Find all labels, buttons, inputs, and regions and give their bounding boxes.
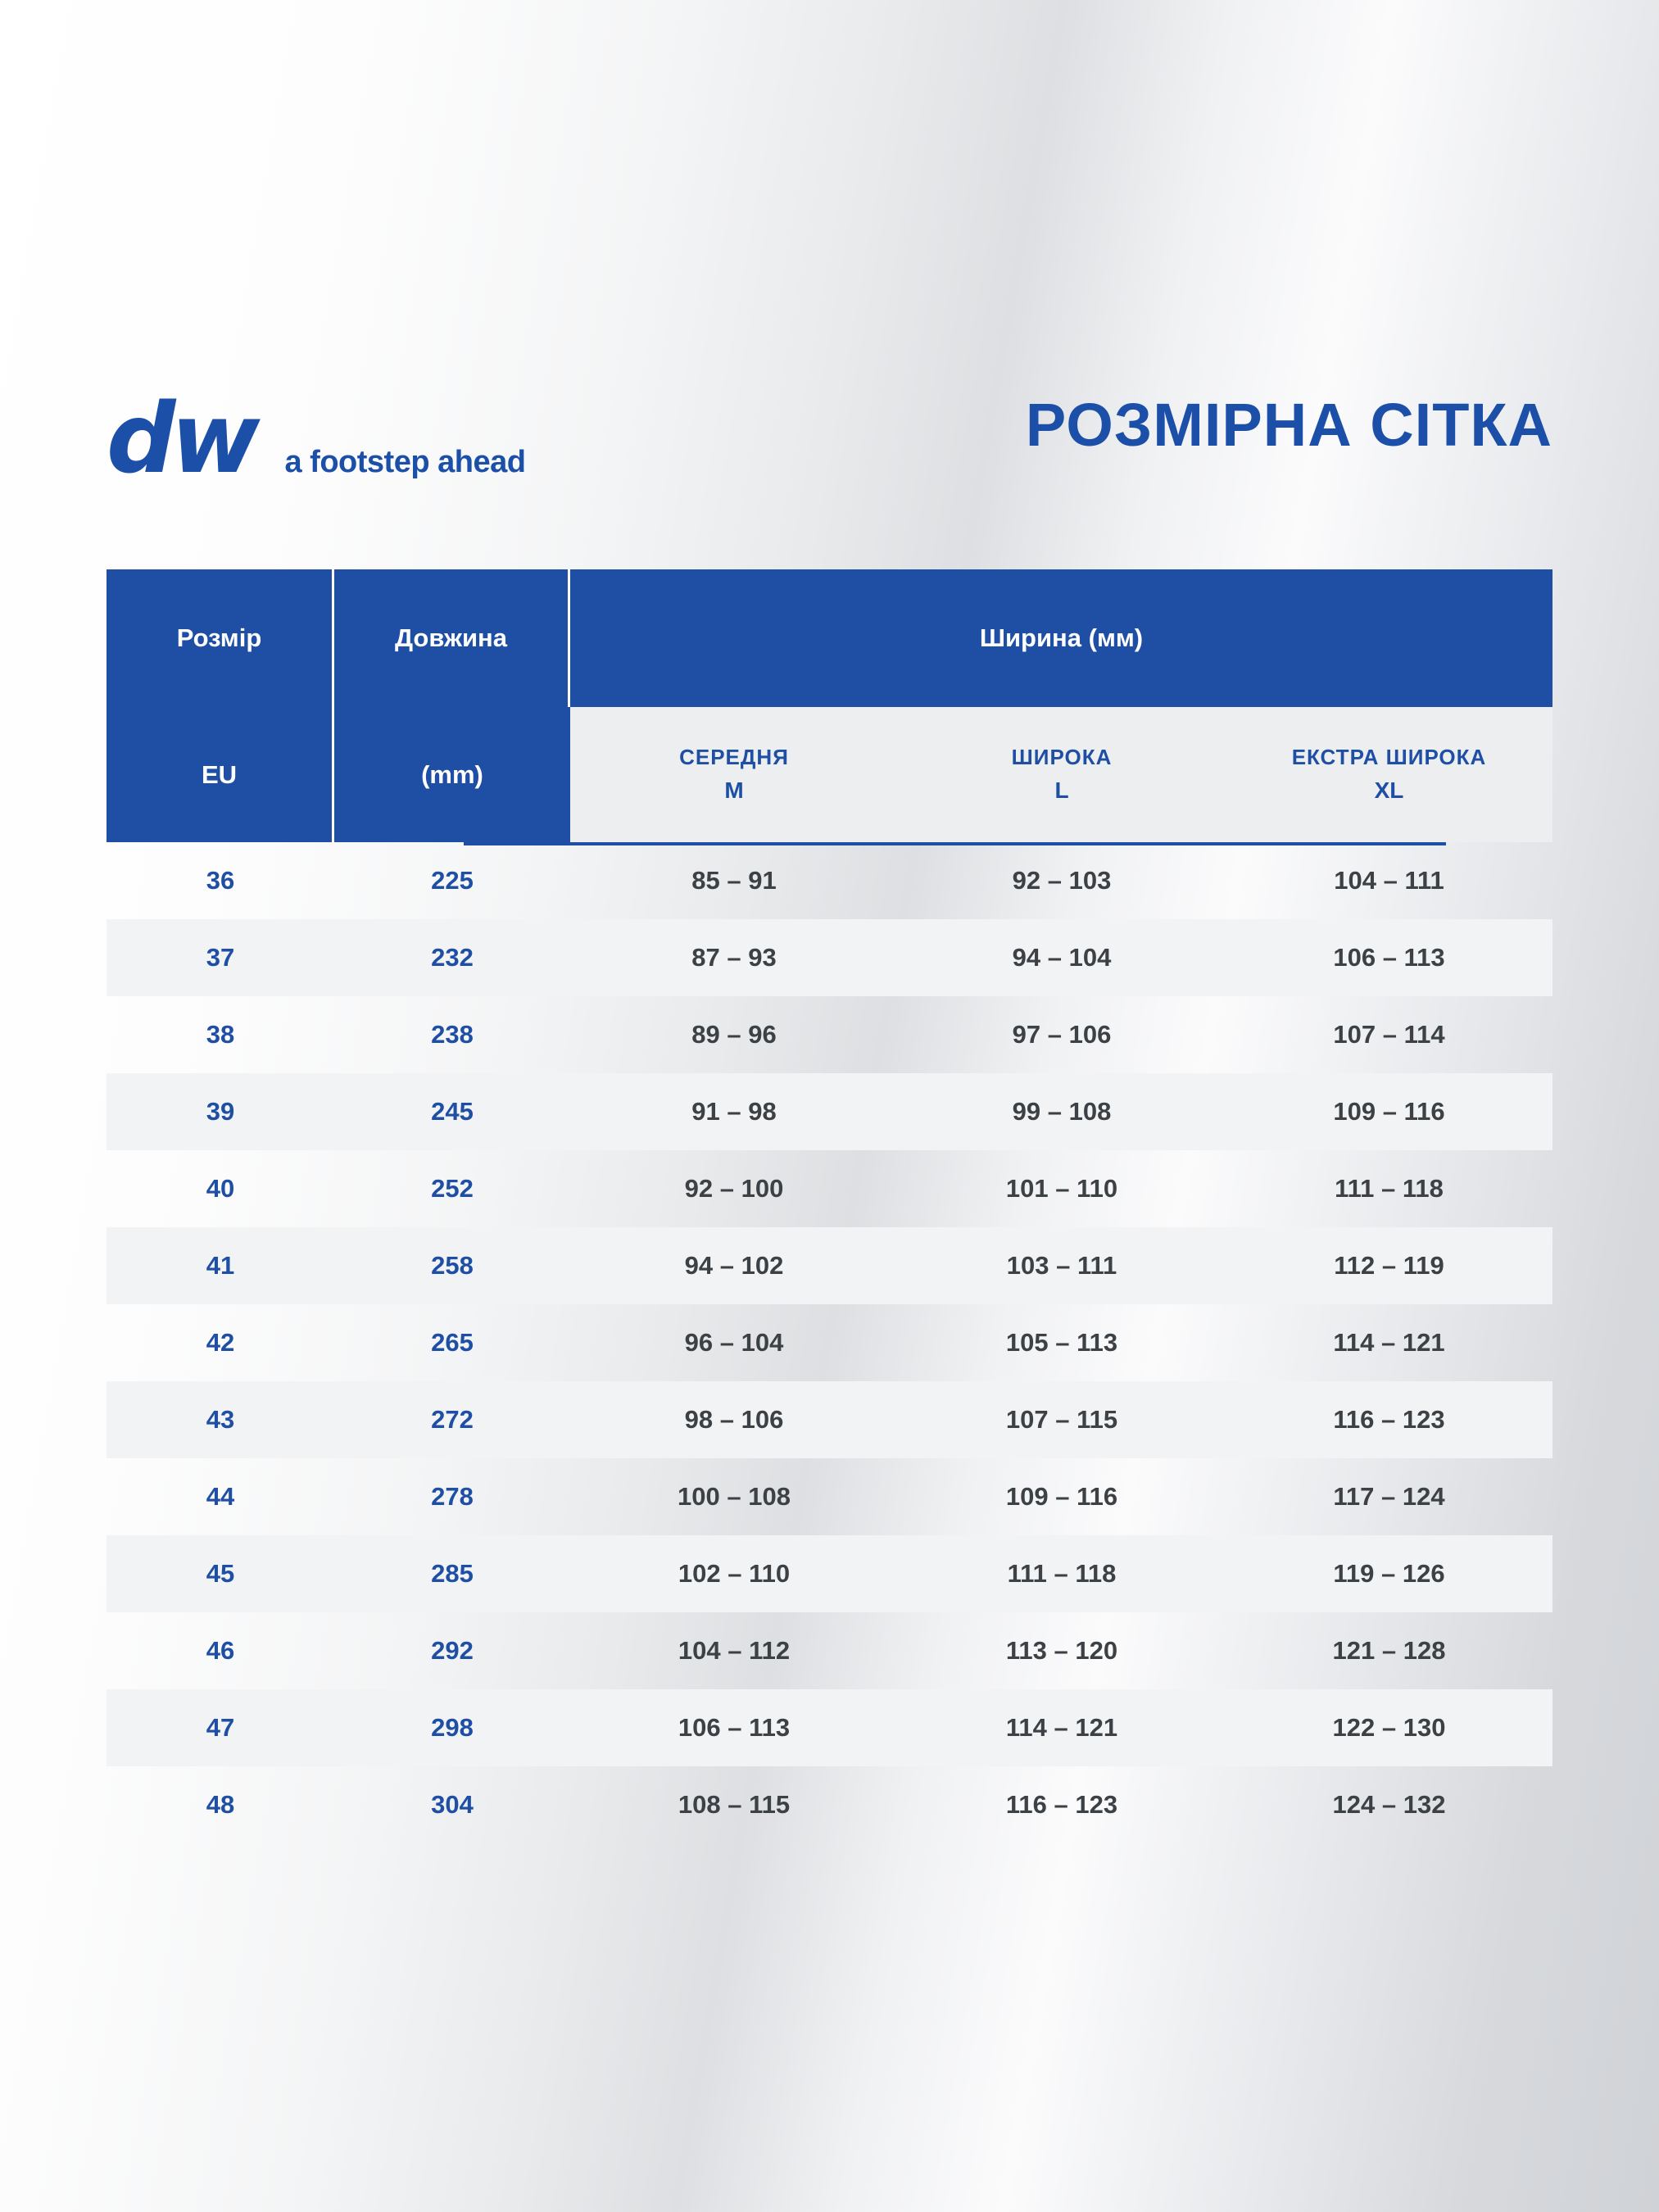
cell-width-extra-wide: 112 – 119 [1334, 1251, 1444, 1280]
cell-width-medium: 85 – 91 [691, 866, 777, 895]
header-width-extra-wide [1226, 707, 1552, 842]
cell-width-wide: 94 – 104 [1012, 943, 1112, 972]
cell-width-wide: 109 – 116 [1005, 1482, 1118, 1511]
cell-width-medium: 96 – 104 [684, 1328, 784, 1357]
header-width-medium [570, 707, 898, 842]
page-header [107, 382, 1552, 495]
cell-width-extra-wide: 109 – 116 [1333, 1097, 1445, 1126]
cell-length: 278 [431, 1482, 474, 1511]
header-width-wide-code: L [1054, 777, 1069, 803]
header-underline [464, 842, 1446, 845]
header-width: Ширина (мм) [979, 623, 1144, 652]
header-width-medium-code: M [724, 777, 744, 803]
cell-width-wide: 103 – 111 [1006, 1251, 1117, 1280]
cell-width-extra-wide: 122 – 130 [1332, 1713, 1446, 1742]
cell-eu: 41 [206, 1251, 235, 1280]
table-row [107, 1227, 1552, 1304]
cell-width-wide: 114 – 121 [1005, 1713, 1118, 1742]
cell-eu: 42 [206, 1328, 235, 1357]
table-row [107, 996, 1552, 1073]
table-header-top [107, 569, 1552, 707]
brand-tagline: a footstep ahead [284, 445, 526, 479]
header-width-extra-wide-label: ЕКСТРА ШИРОКА [1291, 745, 1487, 769]
cell-length: 285 [431, 1559, 474, 1588]
table-row [107, 1073, 1552, 1150]
cell-width-medium: 100 – 108 [678, 1482, 791, 1511]
dw-logo-icon: dw [107, 382, 256, 495]
cell-eu: 43 [206, 1405, 235, 1434]
table-row [107, 1689, 1552, 1766]
header-size-unit: EU [107, 707, 334, 842]
cell-width-extra-wide: 119 – 126 [1333, 1559, 1445, 1588]
table-row [107, 1766, 1552, 1843]
cell-width-medium: 91 – 98 [691, 1097, 777, 1126]
cell-eu: 48 [206, 1790, 235, 1819]
table-row [107, 1535, 1552, 1612]
header-length-unit: (mm) [334, 707, 570, 842]
header-width-wide [898, 707, 1226, 842]
cell-length: 238 [431, 1020, 474, 1049]
cell-width-wide: 99 – 108 [1012, 1097, 1112, 1126]
cell-width-wide: 107 – 115 [1005, 1405, 1118, 1434]
cell-width-wide: 97 – 106 [1012, 1020, 1112, 1049]
table-row [107, 1150, 1552, 1227]
header-size: Розмір [107, 569, 334, 707]
cell-width-wide: 111 – 118 [1007, 1559, 1117, 1588]
cell-length: 298 [431, 1713, 474, 1742]
table-row [107, 1381, 1552, 1458]
table-row [107, 1458, 1552, 1535]
cell-length: 232 [431, 943, 474, 972]
cell-width-extra-wide: 106 – 113 [1333, 943, 1445, 972]
header-width-medium-label: СЕРЕДНЯ [679, 745, 789, 769]
cell-width-medium: 87 – 93 [691, 943, 777, 972]
cell-width-wide: 105 – 113 [1005, 1328, 1118, 1357]
cell-eu: 40 [206, 1174, 235, 1203]
cell-eu: 36 [206, 866, 235, 895]
table-row [107, 919, 1552, 996]
cell-eu: 38 [206, 1020, 235, 1049]
table-row [107, 1304, 1552, 1381]
cell-width-extra-wide: 111 – 118 [1335, 1174, 1444, 1203]
cell-length: 258 [431, 1251, 474, 1280]
cell-length: 225 [431, 866, 474, 895]
header-width-extra-wide-code: XL [1374, 777, 1404, 803]
cell-width-wide: 101 – 110 [1005, 1174, 1118, 1203]
cell-length: 304 [431, 1790, 474, 1819]
cell-eu: 47 [206, 1713, 235, 1742]
header-length: Довжина [334, 569, 570, 707]
cell-width-extra-wide: 116 – 123 [1333, 1405, 1445, 1434]
cell-eu: 46 [206, 1636, 235, 1665]
cell-width-medium: 108 – 115 [678, 1790, 791, 1819]
cell-width-extra-wide: 121 – 128 [1332, 1636, 1446, 1665]
cell-width-medium: 92 – 100 [684, 1174, 784, 1203]
header-width-wide-label: ШИРОКА [1011, 745, 1113, 769]
cell-length: 272 [431, 1405, 474, 1434]
cell-length: 245 [431, 1097, 474, 1126]
cell-length: 252 [431, 1174, 474, 1203]
cell-width-medium: 102 – 110 [678, 1559, 791, 1588]
cell-width-extra-wide: 117 – 124 [1333, 1482, 1445, 1511]
cell-width-medium: 104 – 112 [678, 1636, 791, 1665]
cell-width-extra-wide: 104 – 111 [1334, 866, 1444, 895]
cell-eu: 37 [206, 943, 235, 972]
cell-eu: 45 [206, 1559, 235, 1588]
cell-length: 265 [431, 1328, 474, 1357]
cell-width-extra-wide: 107 – 114 [1333, 1020, 1445, 1049]
cell-eu: 39 [206, 1097, 235, 1126]
cell-width-medium: 98 – 106 [684, 1405, 784, 1434]
cell-width-medium: 94 – 102 [684, 1251, 784, 1280]
page-title: РОЗМІРНА СІТКА [1025, 391, 1552, 459]
cell-width-extra-wide: 124 – 132 [1332, 1790, 1446, 1819]
cell-width-wide: 116 – 123 [1005, 1790, 1118, 1819]
cell-width-wide: 113 – 120 [1005, 1636, 1118, 1665]
cell-eu: 44 [206, 1482, 235, 1511]
brand-lockup [107, 382, 526, 495]
cell-width-extra-wide: 114 – 121 [1333, 1328, 1445, 1357]
cell-length: 292 [431, 1636, 474, 1665]
cell-width-medium: 89 – 96 [691, 1020, 777, 1049]
size-table [107, 569, 1552, 1843]
cell-width-wide: 92 – 103 [1012, 866, 1112, 895]
table-body [107, 842, 1552, 1843]
table-row [107, 1612, 1552, 1689]
cell-width-medium: 106 – 113 [678, 1713, 791, 1742]
table-row [107, 842, 1552, 919]
table-header-sub [107, 707, 1552, 842]
